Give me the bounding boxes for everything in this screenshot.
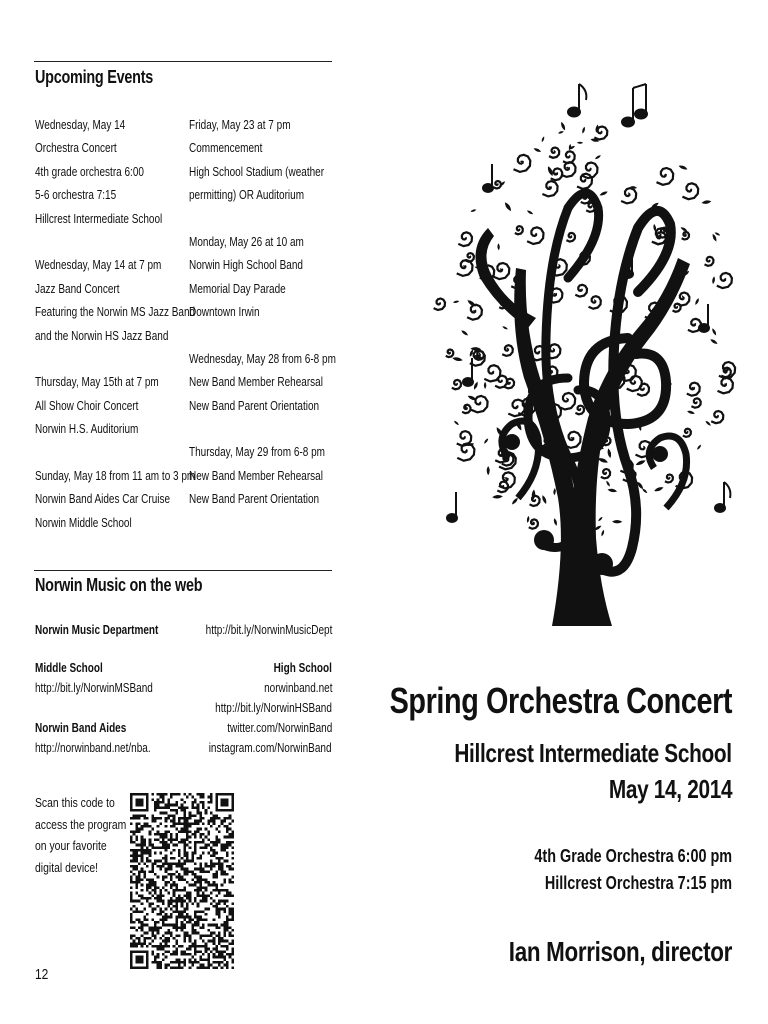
high-school-label: High School bbox=[273, 661, 332, 675]
event-text: Hillcrest Intermediate School bbox=[35, 211, 163, 226]
event-text: Commencement bbox=[189, 141, 263, 156]
event-line bbox=[35, 184, 185, 207]
middle-school-link[interactable]: http://bit.ly/NorwinMSBand bbox=[35, 681, 153, 695]
event-text: Wednesday, May 14 at 7 pm bbox=[35, 258, 162, 273]
instagram-link[interactable]: instagram.com/NorwinBand bbox=[209, 741, 332, 755]
event-spacer bbox=[35, 441, 185, 464]
web-heading: Norwin Music on the web bbox=[35, 575, 203, 595]
event-line bbox=[189, 371, 339, 394]
event-line bbox=[189, 161, 339, 184]
high-school-link[interactable]: norwinband.net bbox=[263, 681, 332, 695]
events-right-column bbox=[189, 114, 339, 512]
event-line bbox=[35, 395, 185, 418]
concert-date: May 14, 2014 bbox=[608, 774, 732, 804]
event-spacer bbox=[189, 418, 339, 441]
music-dept-label: Norwin Music Department bbox=[35, 623, 159, 637]
event-line bbox=[189, 254, 339, 277]
band-aides-link[interactable]: http://norwinband.net/nba. bbox=[35, 741, 151, 755]
event-text: Thursday, May 15th at 7 pm bbox=[35, 375, 159, 390]
events-left-column bbox=[35, 114, 196, 535]
event-line bbox=[35, 512, 185, 535]
event-text: All Show Choir Concert bbox=[35, 398, 139, 413]
event-text: New Band Parent Orientation bbox=[189, 492, 320, 507]
event-line bbox=[35, 208, 185, 231]
event-text: New Band Parent Orientation bbox=[189, 398, 320, 413]
event-line bbox=[35, 137, 185, 160]
event-line bbox=[189, 395, 339, 418]
event-line bbox=[35, 465, 196, 488]
event-text: Monday, May 26 at 10 am bbox=[189, 234, 304, 249]
event-text: Thursday, May 29 from 6-8 pm bbox=[189, 445, 325, 460]
event-line bbox=[35, 254, 185, 277]
event-text: permitting) OR Auditorium bbox=[189, 188, 305, 203]
event-line bbox=[189, 231, 339, 254]
event-text: Wednesday, May 28 from 6-8 pm bbox=[189, 351, 336, 366]
event-text: and the Norwin HS Jazz Band bbox=[35, 328, 169, 343]
event-text: Orchestra Concert bbox=[35, 141, 117, 156]
event-line bbox=[35, 488, 185, 511]
event-line bbox=[35, 161, 185, 184]
event-line bbox=[189, 441, 339, 464]
event-line bbox=[189, 488, 339, 511]
event-text: Norwin H.S. Auditorium bbox=[35, 422, 139, 437]
band-aides-label: Norwin Band Aides bbox=[35, 721, 127, 735]
event-text: 4th grade orchestra 6:00 bbox=[35, 164, 144, 179]
page-number: 12 bbox=[35, 966, 49, 983]
event-text: 5-6 orchestra 7:15 bbox=[35, 188, 117, 203]
event-line bbox=[35, 114, 185, 137]
event-text: Norwin Middle School bbox=[35, 515, 132, 530]
event-spacer bbox=[35, 231, 185, 254]
event-text: Wednesday, May 14 bbox=[35, 118, 126, 132]
scan-instructions: Scan this code to access the program on your favorite digital device! bbox=[35, 795, 127, 875]
director-name: Ian Morrison, director bbox=[508, 936, 732, 967]
event-line bbox=[189, 465, 339, 488]
event-spacer bbox=[35, 348, 185, 371]
event-text: High School Stadium (weather bbox=[189, 164, 325, 179]
event-text: Jazz Band Concert bbox=[35, 281, 120, 296]
event-line bbox=[35, 418, 185, 441]
web-divider bbox=[34, 570, 332, 571]
time-hillcrest: Hillcrest Orchestra 7:15 pm bbox=[544, 873, 732, 893]
middle-school-label: Middle School bbox=[35, 661, 103, 675]
event-line bbox=[35, 278, 185, 301]
event-spacer bbox=[189, 325, 339, 348]
event-line bbox=[189, 278, 339, 301]
event-line bbox=[35, 325, 185, 348]
event-text: Norwin Band Aides Car Cruise bbox=[35, 492, 171, 507]
event-text: Featuring the Norwin MS Jazz Band bbox=[35, 305, 196, 320]
upcoming-events-heading: Upcoming Events bbox=[35, 67, 154, 87]
event-line bbox=[189, 301, 339, 324]
event-text: New Band Member Rehearsal bbox=[189, 468, 323, 483]
music-tree-icon bbox=[428, 78, 748, 626]
event-line bbox=[189, 114, 339, 137]
event-spacer bbox=[189, 208, 339, 231]
time-4th-grade: 4th Grade Orchestra 6:00 pm bbox=[534, 846, 732, 866]
event-text: Memorial Day Parade bbox=[189, 281, 286, 296]
event-text: Norwin High School Band bbox=[189, 258, 303, 273]
event-text: Downtown Irwin bbox=[189, 305, 260, 320]
event-line bbox=[189, 137, 339, 160]
event-text: Friday, May 23 at 7 pm bbox=[189, 118, 291, 132]
event-line bbox=[189, 184, 339, 207]
event-text: Sunday, May 18 from 11 am to 3 pm bbox=[35, 468, 196, 483]
top-divider bbox=[34, 61, 332, 62]
qr-code-icon[interactable] bbox=[130, 793, 234, 969]
event-line bbox=[35, 301, 196, 324]
music-dept-link[interactable]: http://bit.ly/NorwinMusicDept bbox=[205, 623, 332, 637]
school-name: Hillcrest Intermediate School bbox=[454, 738, 732, 768]
event-line bbox=[189, 348, 339, 371]
event-line bbox=[35, 371, 185, 394]
concert-title: Spring Orchestra Concert bbox=[389, 680, 732, 721]
high-school-link[interactable]: http://bit.ly/NorwinHSBand bbox=[215, 701, 332, 715]
twitter-link[interactable]: twitter.com/NorwinBand bbox=[226, 721, 332, 735]
event-text: New Band Member Rehearsal bbox=[189, 375, 323, 390]
